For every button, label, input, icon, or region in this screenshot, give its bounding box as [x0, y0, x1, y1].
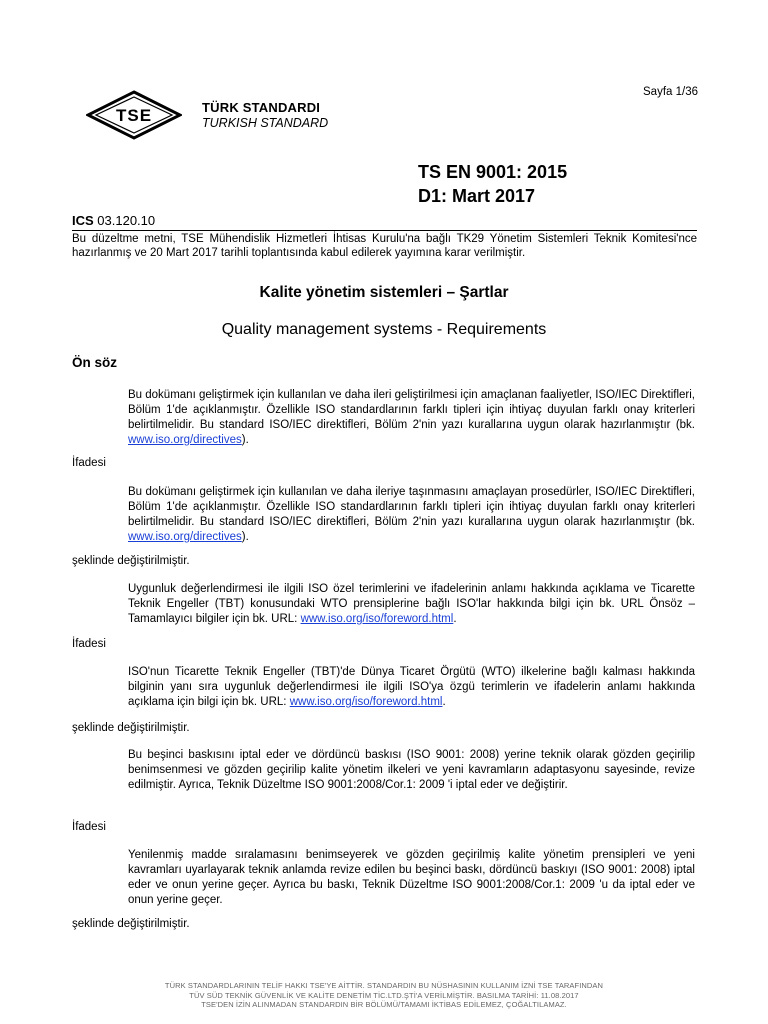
label-ifadesi-2: İfadesi — [72, 638, 106, 650]
directives-link[interactable]: www.iso.org/directives — [128, 434, 242, 446]
paragraph-original-1: Bu dokümanı geliştirmek için kullanılan ve daha ileri geliştirilmesi için amaçlanan faaliyetler, ISO/IEC Direktifleri, Bölüm 1'de açıklanmıştır. Özellikle ISO standardlarının farklı tipleri için ihtiyaç duyulan farklı onay kriterleri belirtilmelidir. Bu standard ISO/IEC direktifleri, Bölüm 2'nin yazı kurallarına uygun olarak hazırlanmıştır (bk. www.iso.org/directives). — [128, 389, 695, 446]
footer-line: TÜV SÜD TEKNİK GÜVENLİK VE KALİTE DENETİM TİC.LTD.ŞTİ'A VERİLMİŞTİR. BASILMA TARİHİ: 11.08.2017 — [189, 990, 579, 1000]
ics-label: ICS — [72, 213, 94, 228]
standard-name-tr: TÜRK STANDARDI — [202, 100, 321, 115]
copyright-footer — [0, 981, 768, 1010]
foreword-link[interactable]: www.iso.org/iso/foreword.html — [300, 613, 454, 625]
header-rule — [72, 230, 697, 231]
foreword-link[interactable]: www.iso.org/iso/foreword.html — [289, 696, 443, 708]
label-ifadesi-1: İfadesi — [72, 457, 106, 469]
label-changed-2: şeklinde değiştirilmiştir. — [72, 722, 190, 734]
paragraph-original-2: Uygunluk değerlendirmesi ile ilgili ISO özel terimlerini ve ifadelerinin anlamı hakkında açıklama ve Ticarette Teknik Engeller (TBT) konusundaki WTO prensiplerine bağlı ISO'lar hakkında bilgi için bk. URL Önsöz – Tamamlayıcı bilgiler için bk. URL: www.iso.org/iso/foreword.html. — [128, 583, 695, 625]
footer-line: TSE'DEN İZİN ALINMADAN STANDARDIN BİR BÖLÜMÜ/TAMAMI İKTİBAS EDİLEMEZ, ÇOĞALTILAMAZ. — [201, 1000, 567, 1009]
foreword-heading: Ön söz — [72, 355, 118, 370]
tse-logo — [86, 90, 182, 140]
ics-row — [72, 213, 155, 228]
label-changed-3: şeklinde değiştirilmiştir. — [72, 918, 190, 930]
standard-name-en: TURKISH STANDARD — [202, 116, 329, 130]
standard-code-line2: D1: Mart 2017 — [418, 186, 536, 206]
standard-code — [418, 160, 567, 208]
document-title-en: Quality management systems - Requirements — [221, 321, 547, 338]
tse-logo-text: TSE — [115, 106, 153, 125]
label-changed-1: şeklinde değiştirilmiştir. — [72, 555, 190, 567]
paragraph-replacement-1: Bu dokümanı geliştirmek için kullanılan ve daha ileriye taşınmasını amaçlayan prosedürler, ISO/IEC Direktifleri, Bölüm 1'de açıklanmıştır. Özellikle ISO standardlarının farklı tipleri için ihtiyaç duyulan farklı onay kriterleri belirtilmelidir. Bu standard ISO/IEC direktifleri, Bölüm 2'nin yazı kurallarına uygun olarak hazırlanmıştır (bk. www.iso.org/directives). — [128, 486, 695, 543]
page-number: Sayfa 1/36 — [643, 86, 698, 98]
directives-link[interactable]: www.iso.org/directives — [128, 531, 242, 543]
paragraph-replacement-3: Yenilenmiş madde sıralamasını benimseyerek ve gözden geçirilmiş kalite yönetim prensipleri ve yeni kavramları uyarlayarak teknik anlamda revize edilen bu beşinci baskı, dördüncü baskıyı (ISO 9001: 2008) iptal eder ve onun yerine geçer. Ayrıca bu baskı, Teknik Düzeltme ISO 9001:2008/Cor.1: 2009 'u da iptal eder ve onun yerine geçer. — [128, 849, 695, 906]
correction-note: Bu düzeltme metni, TSE Mühendislik Hizmetleri İhtisas Kurulu'na bağlı TK29 Yönetim Sistemleri Teknik Komitesi'nce hazırlanmış ve 20 Mart 2017 tarihli toplantısında kabul edilerek yayımına karar verilmiştir. — [72, 233, 697, 259]
paragraph-replacement-2: ISO'nun Ticarette Teknik Engeller (TBT)'de Dünya Ticaret Örgütü (WTO) ilkelerine bağlı kalması hakkında bilginin yanı sıra uygunluk değerlendirmesi ile ilgili ISO'ya özgü terimlerin ve ifadelerin anlamı hakkında açıklama için bilgi için bk. URL: www.iso.org/iso/foreword.html. — [128, 666, 695, 708]
standard-code-line1: TS EN 9001: 2015 — [418, 162, 568, 182]
document-title-tr: Kalite yönetim sistemleri – Şartlar — [259, 284, 509, 301]
paragraph-original-3: Bu beşinci baskısını iptal eder ve dördüncü baskısı (ISO 9001: 2008) yerine teknik olarak gözden geçirilip benimsenmesi ve gözden geçirilip kalite yönetim ilkeleri ve yeni kavramların adaptasyonu sayesinde, revize edilmiştir. Ayrıca, Teknik Düzeltme ISO 9001:2008/Cor.1: 2009 'i iptal eder ve değiştirir. — [128, 749, 695, 791]
footer-line: TÜRK STANDARDLARININ TELİF HAKKI TSE'YE AİTTİR. STANDARDIN BU NÜSHASININ KULLANIM İZNİ TSE TARAFINDAN — [164, 981, 604, 990]
ics-value: 03.120.10 — [93, 213, 156, 228]
label-ifadesi-3: İfadesi — [72, 821, 106, 833]
